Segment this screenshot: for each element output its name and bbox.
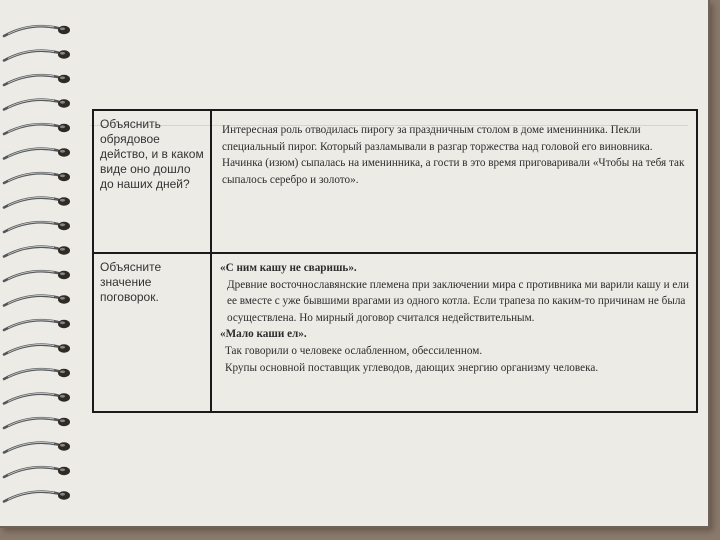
saying-explanation: Древние восточнославянские племена при заключении мира с противника ми варили кашу и ели ее вместе с уже бывшими врагами из одного котла. Если трапеза по каким-то причинам не была осуществлена. Но мирный договор считался недействительным. [227,278,689,324]
saying-explanation: Так говорили о человеке ослабленном, обессиленном. [225,344,483,357]
spiral-ring [4,369,70,379]
spiral-ring [4,442,70,452]
saying-title: «С ним кашу не сваришь». [220,262,357,274]
spiral-ring [4,246,70,256]
spiral-ring [4,26,70,36]
spiral-ring [4,418,70,428]
spiral-ring [4,467,70,477]
spiral-ring [4,295,70,305]
spiral-ring [4,491,70,501]
spiral-ring [4,148,70,158]
answer-cell [211,253,697,412]
saying-explanation: Крупы основной поставщик углеводов, дающих энергию организму человека. [225,361,599,374]
spiral-ring [4,320,70,330]
answer-cell: Интересная роль отводилась пирогу за праздничным столом в доме именинника. Пекли специальный пирог. Который разламывали в разгар торжества над головой его виновника. Начинка (изюм) сыпалась на именинника, а гости в это время приговаривали «Чтобы на тебя так сыпалось серебро и золото». [211,110,697,253]
spiral-ring [4,393,70,403]
question-cell: Объяснить обрядовое действо, и в каком виде оно дошло до наших дней? [93,110,211,253]
spiral-ring [4,173,70,183]
spiral-ring [4,197,70,207]
content-table [92,109,698,413]
spiral-ring [4,99,70,109]
question-cell: Объясните значение поговорок. [93,253,211,412]
spiral-ring [4,124,70,134]
spiral-ring [4,271,70,281]
spiral-ring [4,50,70,60]
spiral-ring [4,344,70,354]
saying-title: «Мало каши ел». [220,328,307,341]
spiral-ring [4,222,70,232]
spiral-ring [4,75,70,85]
table-row [93,110,697,253]
spiral-binding [0,0,80,526]
table-row [93,253,697,412]
